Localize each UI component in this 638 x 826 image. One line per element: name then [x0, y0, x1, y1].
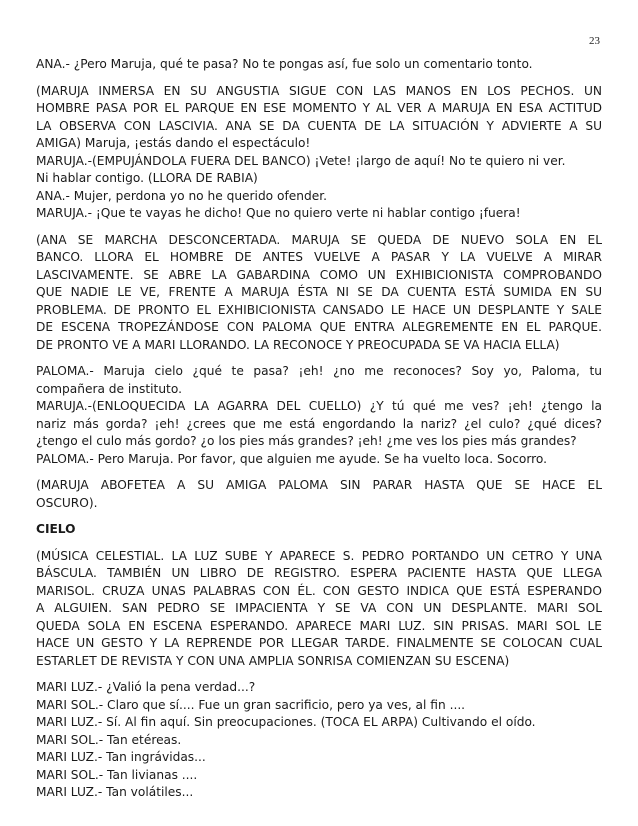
page-number: 23 — [589, 35, 600, 47]
text-line: Ni hablar contigo. (LLORA DE RABIA) — [36, 171, 258, 185]
text-line: MARI LUZ.- Tan ingrávidas... — [36, 750, 206, 764]
paragraph — [36, 363, 602, 468]
paragraph — [36, 232, 602, 355]
text-line: HOMBRE PASA POR EL PARQUE EN ESE MOMENTO Y AL VER A MARUJA EN ESA ACTITUD — [36, 101, 602, 115]
paragraph-gap — [36, 670, 602, 679]
text-line: MARUJA.- ¡Que te vayas he dicho! Que no quiero verte ni hablar contigo ¡fuera! — [36, 206, 521, 220]
text-line: ANA.- ¿Pero Maruja, qué te pasa? No te pongas así, fue solo un comentario tonto. — [36, 57, 533, 71]
text-line: MARI SOL.- Tan livianas .... — [36, 767, 198, 782]
text-line: PROBLEMA. DE PRONTO EL EXHIBICIONISTA CANSADO LE HACE UN DESPLANTE Y SALE — [36, 302, 602, 317]
text-line: OSCURO). — [36, 495, 98, 510]
text-line: (ANA SE MARCHA DESCONCERTADA. MARUJA SE QUEDA DE NUEVO SOLA EN EL — [36, 232, 602, 247]
text-line: compañera de instituto. — [36, 381, 182, 396]
text-line: MARI LUZ.- Sí. Al fin aquí. Sin preocupaciones. (TOCA EL ARPA) Cultivando el oído. — [36, 715, 536, 729]
text-line: DE PRONTO VE A MARI LLORANDO. LA RECONOCE Y PREOCUPADA SE VA HACIA ELLA) — [36, 337, 560, 352]
text-line: BÁSCULA. TAMBIÉN UN LIBRO DE REGISTRO. ESPERA PACIENTE HASTA QUE LLEGA — [36, 566, 602, 580]
text-line: CIELO — [36, 522, 76, 536]
text-line: MARI SOL.- Claro que sí.... Fue un gran sacrificio, pero ya ves, al fin .... — [36, 697, 466, 712]
text-line: QUE NADIE LE VE, FRENTE A MARUJA ÉSTA NI SE DA CUENTA ESTÁ SUMIDA EN SU — [36, 285, 602, 299]
paragraph-gap — [36, 539, 602, 548]
paragraph-gap — [36, 354, 602, 363]
text-line: (MÚSICA CELESTIAL. LA LUZ SUBE Y APARECE S. PEDRO PORTANDO UN CETRO Y UNA — [36, 548, 602, 563]
text-line: MARI SOL.- Tan etéreas. — [36, 732, 182, 747]
document-body — [36, 56, 602, 802]
text-line: ¿tengo el culo más gordo? ¿o los pies más grandes? ¡eh! ¿me ves los pies más grandes? — [36, 434, 577, 448]
paragraph-gap — [36, 223, 602, 232]
text-line: A ALGUIEN. SAN PEDRO SE IMPACIENTA Y SE VA CON UN DESPLANTE. MARI SOL — [36, 601, 602, 615]
paragraph — [36, 548, 602, 671]
text-line: LA OBSERVA CON LASCIVIA. ANA SE DA CUENTA DE LA SITUACIÓN Y ADVIERTE A SU — [36, 118, 602, 133]
text-line: BANCO. LLORA EL HOMBRE DE ANTES VUELVE A PASAR Y LA VUELVE A MIRAR — [36, 250, 602, 264]
paragraph-gap — [36, 468, 602, 477]
text-line: (MARUJA ABOFETEA A SU AMIGA PALOMA SIN PARAR HASTA QUE SE HACE EL — [36, 478, 602, 492]
paragraph-gap — [36, 512, 602, 521]
text-line: MARISOL. CRUZA UNAS PALABRAS CON ÉL. CON GESTO INDICA QUE ESTÁ ESPERANDO — [36, 583, 602, 598]
text-line: QUEDA SOLA EN ESCENA ESPERANDO. APARECE MARI LUZ. SIN PRISAS. MARI SOL LE — [36, 618, 602, 633]
text-line: (MARUJA INMERSA EN SU ANGUSTIA SIGUE CON LAS MANOS EN LOS PECHOS. UN — [36, 83, 602, 98]
paragraph-gap — [36, 74, 602, 83]
paragraph — [36, 477, 602, 512]
paragraph — [36, 83, 602, 223]
text-line: ANA.- Mujer, perdona yo no he querido ofender. — [36, 188, 327, 203]
text-line: MARI LUZ.- Tan volátiles... — [36, 785, 194, 799]
text-line: HACE UN GESTO Y LA REPRENDE POR LLEGAR TARDE. FINALMENTE SE COLOCAN CUAL — [36, 636, 602, 650]
text-line: MARUJA.-(ENLOQUECIDA LA AGARRA DEL CUELLO) ¿Y tú qué me ves? ¡eh! ¿tengo la — [36, 399, 602, 413]
text-line: ESTARLET DE REVISTA Y CON UNA AMPLIA SONRISA COMIENZAN SU ESCENA) — [36, 653, 510, 668]
text-line: DE ESCENA TROPEZÁNDOSE CON PALOMA QUE ENTRA ALEGREMENTE EN EL PARQUE. — [36, 320, 602, 334]
text-line: PALOMA.- Maruja cielo ¿qué te pasa? ¡eh! ¿no me reconoces? Soy yo, Paloma, tu — [36, 364, 602, 378]
text-line: nariz más gorda? ¡eh! ¿crees que me está engordando la nariz? ¿el culo? ¿qué dices? — [36, 416, 602, 431]
paragraph — [36, 679, 602, 802]
text-line: MARUJA.-(EMPUJÁNDOLA FUERA DEL BANCO) ¡Vete! ¡largo de aquí! No te quiero ni ver. — [36, 153, 566, 168]
text-line: PALOMA.- Pero Maruja. Por favor, que alguien me ayude. Se ha vuelto loca. Socorro. — [36, 451, 548, 466]
text-line: AMIGA) Maruja, ¡estás dando el espectáculo! — [36, 136, 311, 150]
text-line: MARI LUZ.- ¿Valió la pena verdad...? — [36, 680, 256, 694]
scene-heading — [36, 521, 602, 539]
paragraph — [36, 56, 602, 74]
text-line: LASCIVAMENTE. SE ABRE LA GABARDINA COMO UN EXHIBICIONISTA COMPROBANDO — [36, 267, 602, 282]
